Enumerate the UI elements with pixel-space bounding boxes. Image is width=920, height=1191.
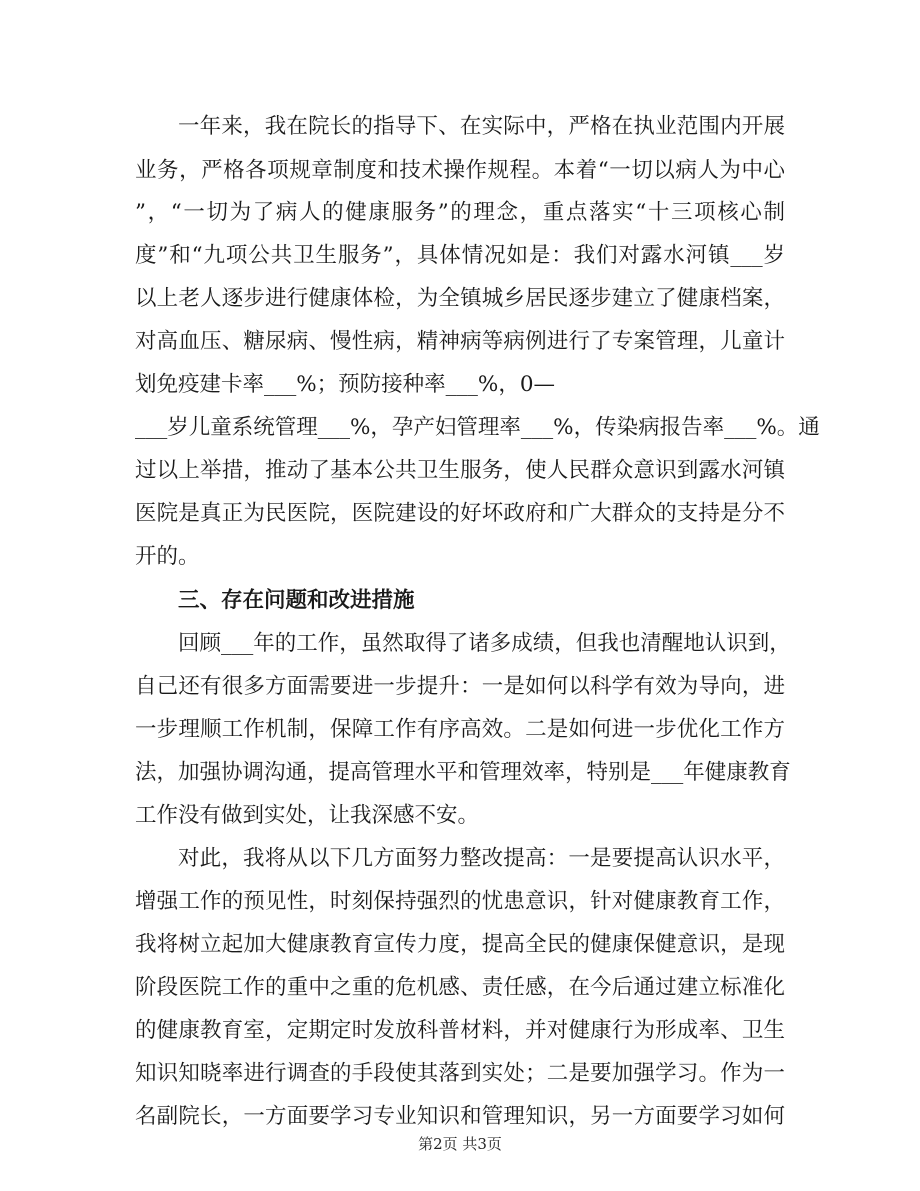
paragraph2-line: 一步理顺工作机制，保障工作有序高效。二是如何进一步优化工作方 [135,717,785,742]
paragraph1-line: ___岁儿童系统管理___%，孕产妇管理率___%，传染病报告率___%。通 [135,415,820,440]
paragraph2-line: 自己还有很多方面需要进一步提升：一是如何以科学有效为导向，进 [135,674,785,699]
paragraph1-line: 业务，严格各项规章制度和技术操作规程。本着“一切以病人为中心 [135,158,785,183]
paragraph3-line: 的健康教育室，定期定时发放科普材料，并对健康行为形成率、卫生 [135,1018,785,1043]
paragraph3-line: 名副院长，一方面要学习专业知识和管理知识，另一方面要学习如何 [135,1104,785,1129]
paragraph2-line: 工作没有做到实处，让我深感不安。 [135,803,480,828]
paragraph1-line: 划免疫建卡率___%；预防接种率___%，0— [135,372,556,397]
paragraph1-line: 对高血压、糖尿病、慢性病，精神病等病例进行了专案管理，儿童计 [135,329,785,354]
paragraph3-line: 阶段医院工作的重中之重的危机感、责任感，在今后通过建立标准化 [135,975,785,1000]
paragraph2-line: 法，加强协调沟通，提高管理水平和管理效率，特别是___年健康教育 [135,760,791,785]
paragraph3-line: 知识知晓率进行调查的手段使其落到实处；二是要加强学习。作为一 [135,1061,785,1086]
page-number-footer: 第2页 共3页 [418,1135,502,1153]
paragraph1-line: 医院是真正为民医院，医院建设的好坏政府和广大群众的支持是分不 [135,501,785,526]
paragraph3-line: 对此，我将从以下几方面努力整改提高：一是要提高认识水平， [178,846,785,871]
paragraph1-line: ”，“一切为了病人的健康服务”的理念，重点落实“十三项核心制 [135,200,785,225]
paragraph1-line: 度”和“九项公共卫生服务”，具体情况如是：我们对露水河镇___岁 [135,243,785,268]
paragraph1-line: 以上老人逐步进行健康体检，为全镇城乡居民逐步建立了健康档案， [135,286,785,311]
paragraph1-line: 过以上举措，推动了基本公共卫生服务，使人民群众意识到露水河镇 [135,458,785,483]
section-heading: 三、存在问题和改进措施 [178,588,415,613]
paragraph2-line: 回顾___年的工作，虽然取得了诸多成绩，但我也清醒地认识到， [178,631,791,656]
paragraph3-line: 增强工作的预见性，时刻保持强烈的忧患意识，针对健康教育工作， [135,889,785,914]
paragraph1-line: 开的。 [135,544,200,569]
paragraph1-line: 一年来，我在院长的指导下、在实际中，严格在执业范围内开展 [178,114,785,139]
paragraph3-line: 我将树立起加大健康教育宣传力度，提高全民的健康保健意识，是现 [135,932,785,957]
